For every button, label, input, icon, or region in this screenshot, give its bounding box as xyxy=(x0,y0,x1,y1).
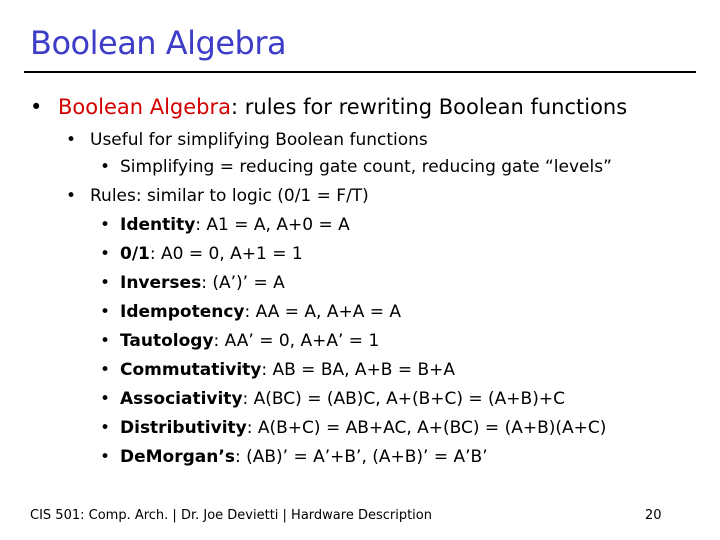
rule-name: DeMorgan’s xyxy=(120,447,235,467)
rule-name: Tautology xyxy=(120,331,214,351)
bullet-icon: • xyxy=(66,130,77,150)
sub-sub-bullet-simplifying: • Simplifying = reducing gate count, reducing gate “levels” xyxy=(100,157,612,177)
rule-text: : A0 = 0, A+1 = 1 xyxy=(149,244,303,264)
rule-name: 0/1 xyxy=(120,244,150,264)
sub-bullet-rules: • Rules: similar to logic (0/1 = F/T) xyxy=(66,186,369,206)
bullet-icon: • xyxy=(100,360,111,380)
rule-text: : AA = A, A+A = A xyxy=(244,302,402,322)
bullet-icon: • xyxy=(66,186,77,206)
bullet-icon: • xyxy=(100,157,111,177)
main-bullet-rest: : rules for rewriting Boolean functions xyxy=(231,95,628,119)
bullet-icon: • xyxy=(100,244,111,264)
rule-text: : AA’ = 0, A+A’ = 1 xyxy=(213,331,380,351)
rule-item xyxy=(100,215,350,235)
bullet-icon: • xyxy=(100,215,111,235)
bullet-icon: • xyxy=(100,418,111,438)
rule-name: Commutativity xyxy=(120,360,262,380)
sub-bullet-useful: • Useful for simplifying Boolean functions xyxy=(66,130,428,150)
rule-item xyxy=(100,447,488,467)
main-bullet xyxy=(30,95,627,119)
bullet-icon: • xyxy=(100,447,111,467)
page-number: 20 xyxy=(645,508,662,523)
rule-name: Associativity xyxy=(120,389,243,409)
bullet-icon: • xyxy=(100,302,111,322)
rule-item xyxy=(100,418,606,438)
rule-item xyxy=(100,273,285,293)
rule-item xyxy=(100,389,565,409)
rule-text: : AB = BA, A+B = B+A xyxy=(261,360,456,380)
rule-text: : A(BC) = (AB)C, A+(B+C) = (A+B)+C xyxy=(242,389,565,409)
rule-item xyxy=(100,302,401,322)
rule-item xyxy=(100,331,379,351)
rule-text: : (A’)’ = A xyxy=(201,273,285,293)
slide-footer: CIS 501: Comp. Arch. | Dr. Joe Devietti | Hardware Description xyxy=(30,508,432,523)
slide-title: Boolean Algebra xyxy=(30,24,287,62)
rule-text: : A(B+C) = AB+AC, A+(BC) = (A+B)(A+C) xyxy=(246,418,607,438)
rule-text: : (AB)’ = A’+B’, (A+B)’ = A’B’ xyxy=(234,447,488,467)
bullet-icon: • xyxy=(100,389,111,409)
main-bullet-term: Boolean Algebra xyxy=(58,95,231,119)
rule-name: Distributivity xyxy=(120,418,247,438)
bullet-icon: • xyxy=(100,273,111,293)
rule-text: : A1 = A, A+0 = A xyxy=(195,215,350,235)
rule-name: Identity xyxy=(120,215,196,235)
rule-name: Inverses xyxy=(120,273,202,293)
rule-name: Idempotency xyxy=(120,302,245,322)
rule-item xyxy=(100,244,303,264)
bullet-icon: • xyxy=(100,331,111,351)
rule-item xyxy=(100,360,455,380)
bullet-icon: • xyxy=(30,95,43,119)
title-divider xyxy=(24,71,696,73)
